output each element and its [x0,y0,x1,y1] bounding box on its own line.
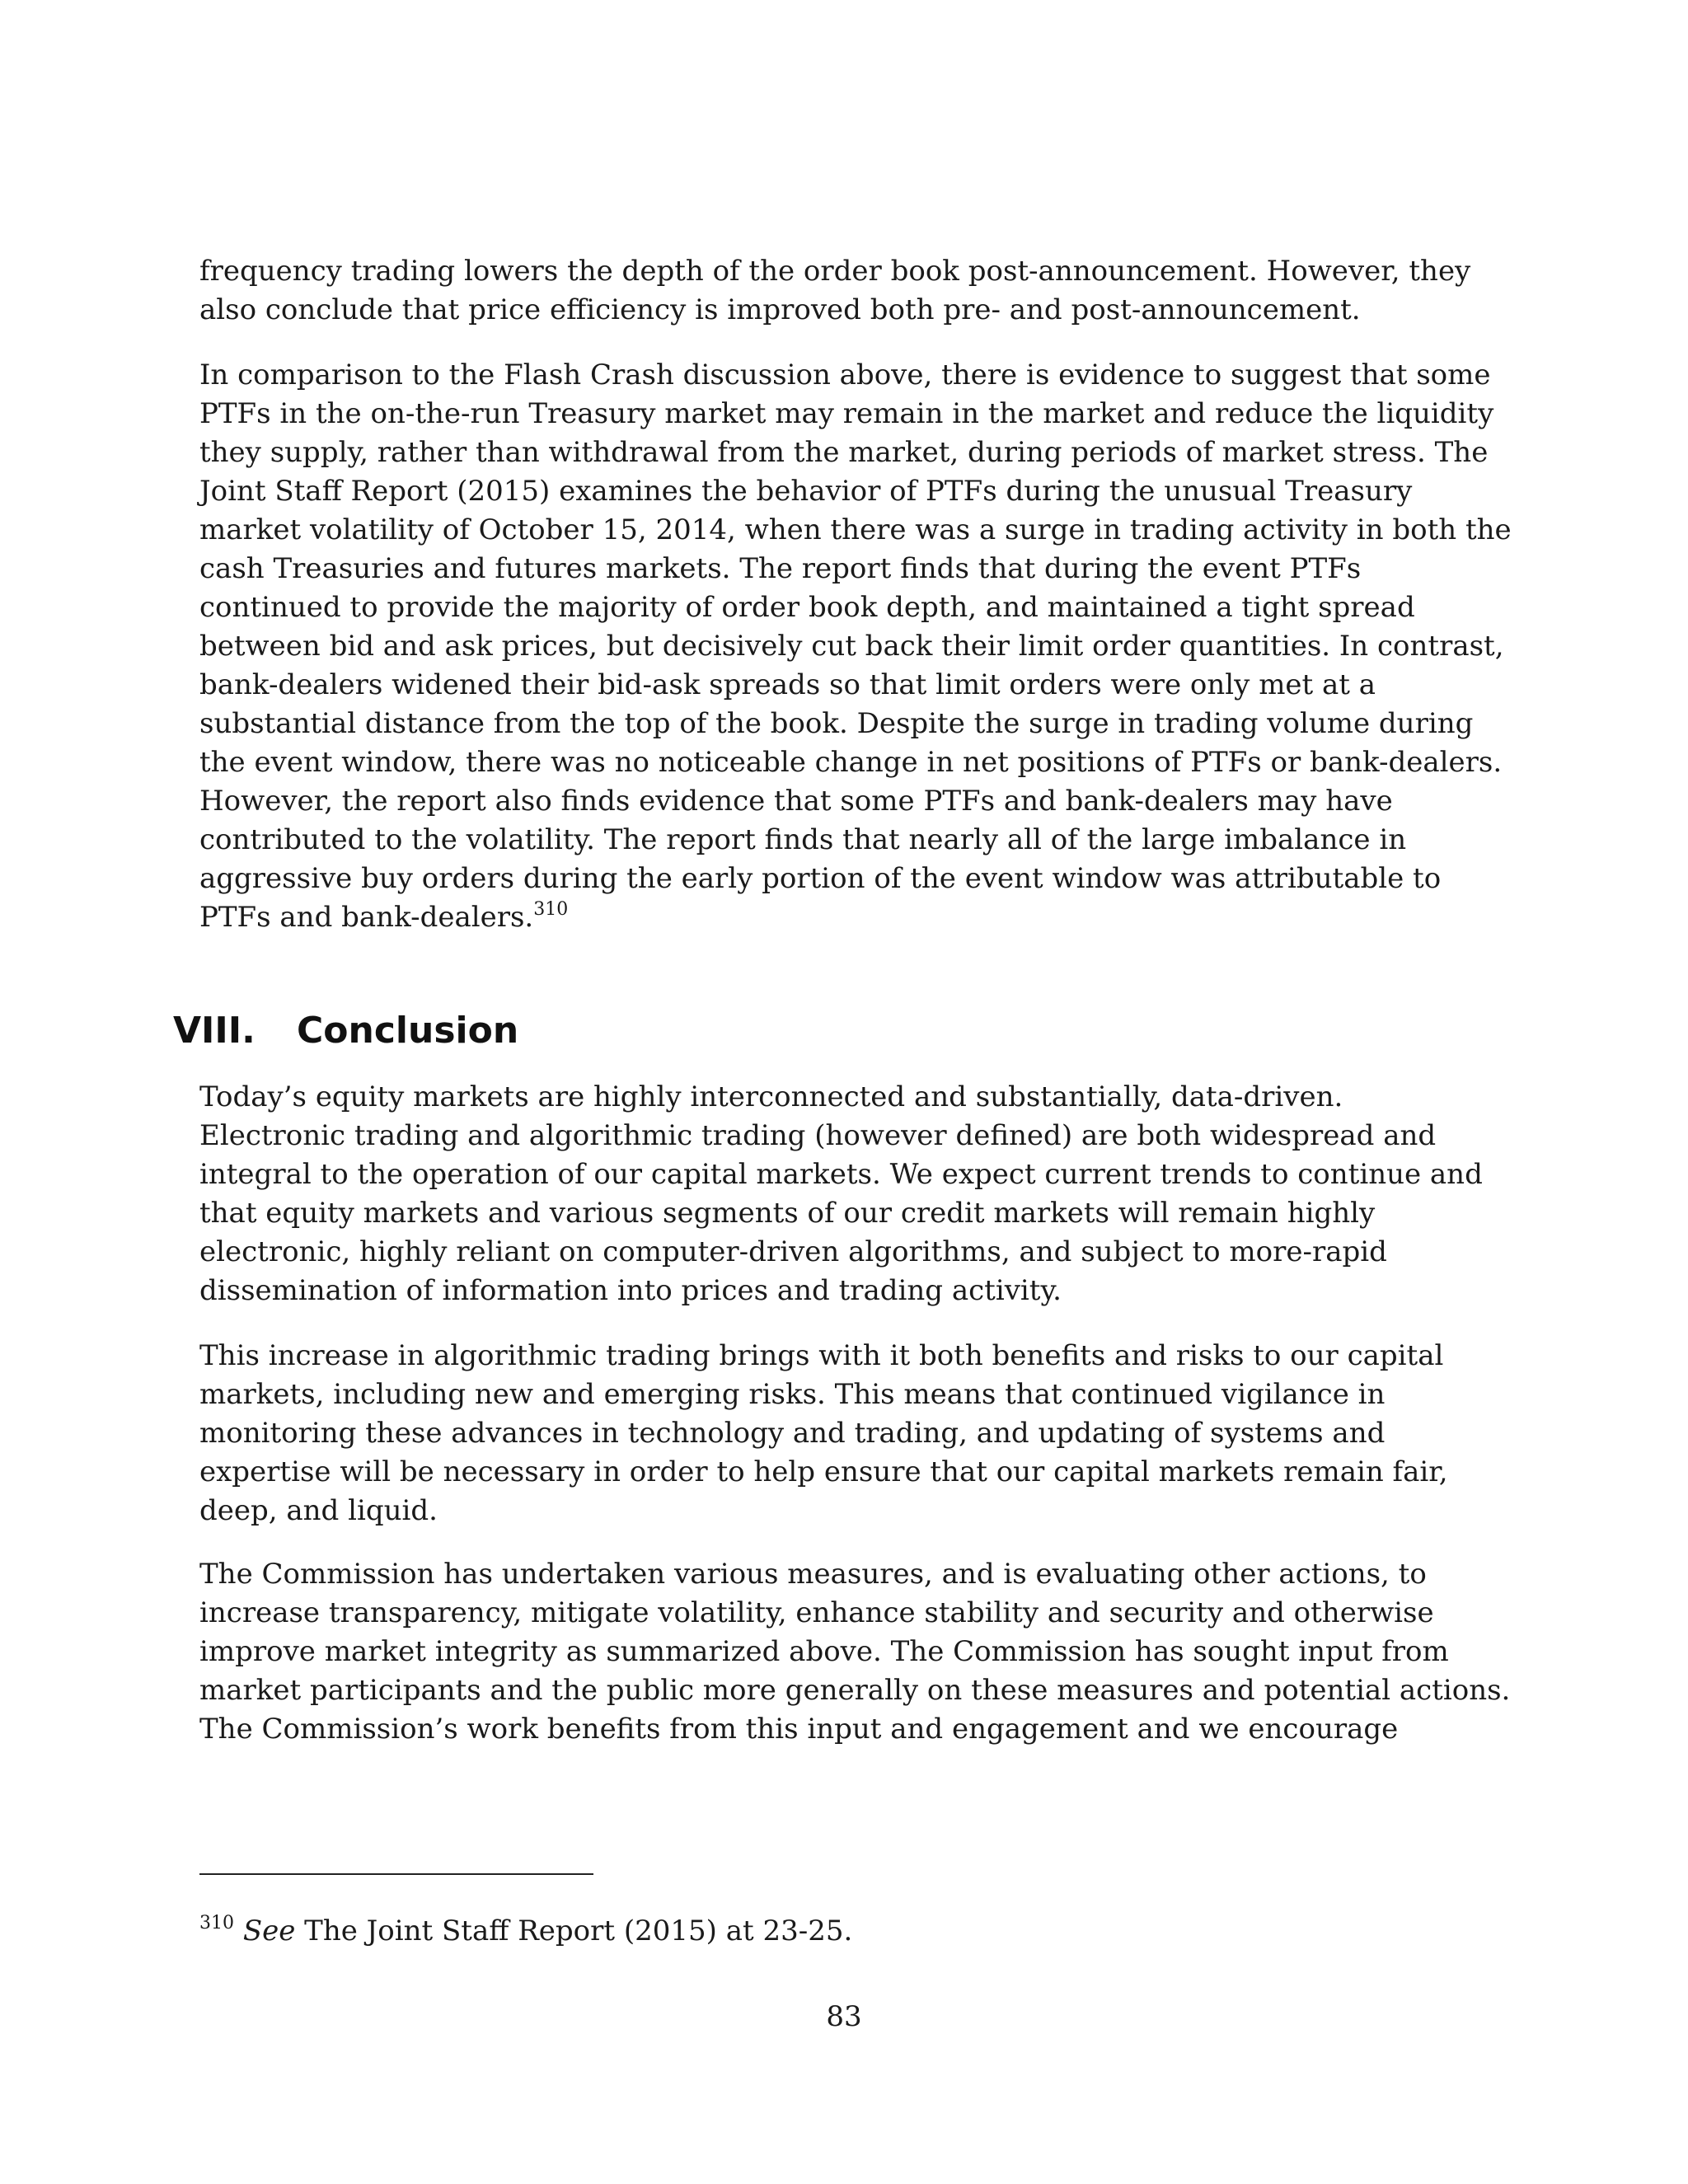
footnote-number: 310 [199,1912,234,1933]
text-line: Electronic trading and algorithmic trading (however defined) are both widespread and [199,1119,1437,1152]
text-line: dissemination of information into prices and trading activity. [199,1274,1062,1307]
text-line: aggressive buy orders during the early portion of the event window was attributable to [199,862,1442,895]
text-line: improve market integrity as summarized above. The Commission has sought input from [199,1635,1449,1668]
text-line: continued to provide the majority of order book depth, and maintained a tight spread [199,591,1415,624]
text-line: PTFs in the on-the-run Treasury market may remain in the market and reduce the liquidity [199,397,1494,430]
text-line: Today’s equity markets are highly interconnected and substantially, data-driven. [199,1080,1343,1113]
paragraph-hft-depth [199,252,1502,330]
text-line: bank-dealers widened their bid-ask spreads so that limit orders were only met at a [199,668,1376,701]
text-line: This increase in algorithmic trading brings with it both benefits and risks to our capital [199,1339,1444,1372]
text-line: market volatility of October 15, 2014, when there was a surge in trading activity in both the [199,513,1512,546]
text-line: integral to the operation of our capital markets. We expect current trends to continue and [199,1158,1483,1191]
text-line: also conclude that price efficiency is improved both pre- and post-announcement. [199,293,1361,326]
text-line-content: PTFs and bank-dealers. [199,901,534,934]
text-line: frequency trading lowers the depth of the order book post-announcement. However, they [199,255,1471,288]
text-line: cash Treasuries and futures markets. The report finds that during the event PTFs [199,552,1362,585]
text-line: they supply, rather than withdrawal from the market, during periods of market stress. The [199,436,1489,469]
text-line: markets, including new and emerging risks. This means that continued vigilance in [199,1378,1386,1411]
page-number: 83 [826,2000,862,2033]
paragraph-treasury-ptfs [199,356,1512,937]
text-line: However, the report also finds evidence that some PTFs and bank-dealers may have [199,785,1393,818]
text-line: Joint Staff Report (2015) examines the behavior of PTFs during the unusual Treasury [199,475,1413,508]
text-line: In comparison to the Flash Crash discussion above, there is evidence to suggest that some [199,359,1491,391]
text-line: The Commission has undertaken various measures, and is evaluating other actions, to [199,1558,1427,1591]
text-line: the event window, there was no noticeable change in net positions of PTFs or bank-dealers. [199,746,1503,779]
text-line: monitoring these advances in technology and trading, and updating of systems and [199,1417,1386,1450]
footnote-signal: See [242,1915,296,1947]
text-line: substantial distance from the top of the book. Despite the surge in trading volume during [199,707,1474,740]
section-heading [173,1004,518,1057]
text-line: that equity markets and various segments of our credit markets will remain highly [199,1197,1376,1230]
text-line: market participants and the public more generally on these measures and potential actions. [199,1674,1511,1707]
paragraph-commission-measures [199,1555,1511,1749]
footnote [199,1912,852,1951]
footnote-text: The Joint Staff Report (2015) at 23-25. [295,1915,853,1947]
text-line: The Commission’s work benefits from this input and engagement and we encourage [199,1713,1399,1746]
section-title: Conclusion [297,1009,519,1052]
paragraph-benefits-risks [199,1337,1502,1530]
text-line: electronic, highly reliant on computer-driven algorithms, and subject to more-rapid [199,1235,1387,1268]
paragraph-equity-markets [199,1078,1502,1310]
text-line: between bid and ask prices, but decisively cut back their limit order quantities. In contrast, [199,630,1504,663]
footnote-separator [199,1873,593,1875]
text-line: deep, and liquid. [199,1494,438,1527]
text-line-last [199,898,1502,937]
text-line: contributed to the volatility. The report finds that nearly all of the large imbalance in [199,823,1407,856]
text-line: expertise will be necessary in order to help ensure that our capital markets remain fair, [199,1455,1448,1488]
footnote-reference[interactable]: 310 [533,898,569,920]
footnote-space [234,1915,243,1947]
text-line: increase transparency, mitigate volatility, enhance stability and security and otherwise [199,1596,1434,1629]
section-number: VIII. [173,1009,256,1052]
